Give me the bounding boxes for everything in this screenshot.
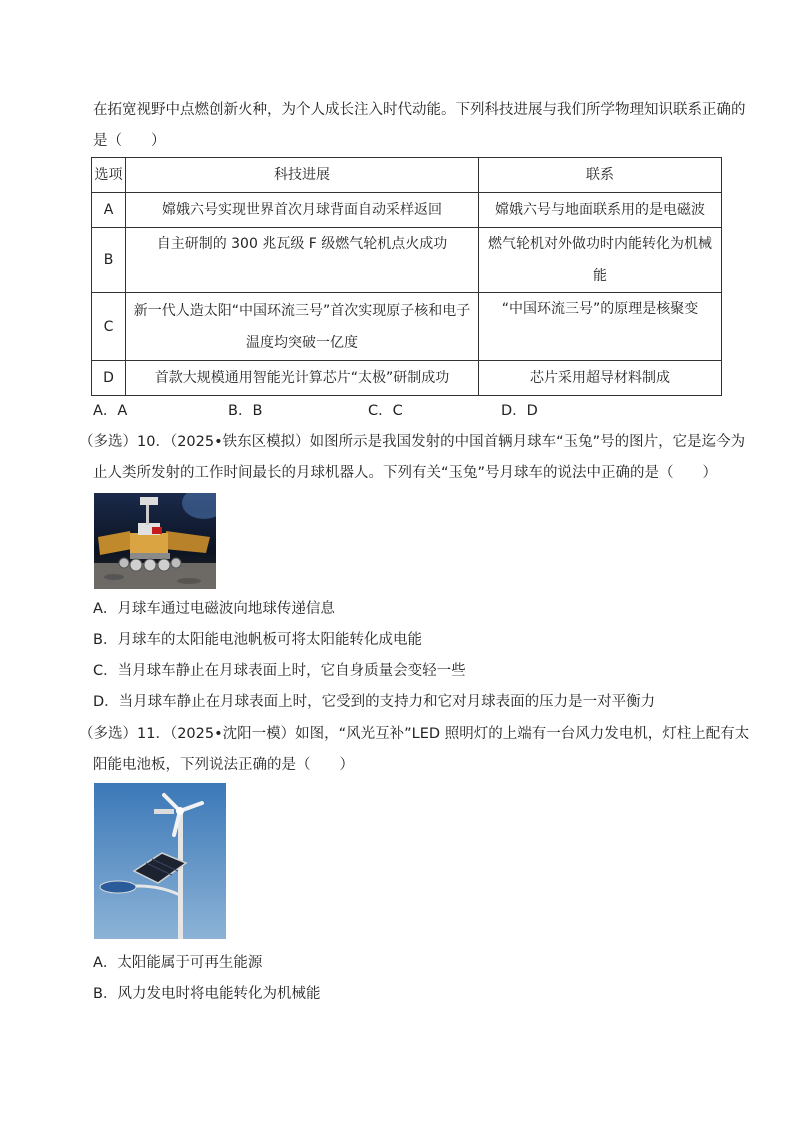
row-relation: 嫦娥六号与地面联系用的是电磁波 [479, 193, 722, 228]
row-relation-line: 能 [593, 268, 607, 284]
row-option: D [92, 361, 126, 396]
q11-stem-line1: （多选）11．（2025•沈阳一模）如图，“风光互补”LED 照明灯的上端有一台风力发电机，灯柱上配有太 [79, 726, 750, 742]
row-relation [479, 293, 722, 361]
q10-option-c[interactable]: C．当月球车静止在月球表面上时，它自身质量会变轻一些 [93, 663, 466, 679]
row-relation [479, 228, 722, 293]
table-header-row [92, 158, 722, 193]
row-progress-line: 新一代人造太阳“中国环流三号”首次实现原子核和电子 [133, 302, 471, 319]
q9-table [91, 157, 722, 396]
header-option: 选项 [92, 158, 126, 193]
table-row [92, 228, 722, 293]
lunar-rover-icon [94, 493, 216, 589]
row-option: C [92, 293, 126, 361]
wind-solar-lamp-image [94, 783, 226, 939]
row-option: A [92, 193, 126, 228]
q9-option-c[interactable]: C．C [368, 403, 403, 419]
lunar-rover-image [94, 493, 216, 589]
q9-option-a[interactable]: A．A [93, 403, 128, 419]
wind-solar-lamp-icon [94, 783, 226, 939]
row-progress-line: 自主研制的 300 兆瓦级 F 级燃气轮机点火成功 [156, 236, 448, 252]
row-relation: 芯片采用超导材料制成 [479, 361, 722, 396]
q9-option-d[interactable]: D．D [501, 403, 538, 419]
row-progress-line: 温度均突破一亿度 [246, 334, 358, 351]
row-progress [126, 228, 479, 293]
q9-options [93, 401, 713, 421]
q10-stem-line1: （多选）10．（2025•铁东区模拟）如图所示是我国发射的中国首辆月球车“玉兔”号的图片，它是迄今为 [79, 434, 746, 450]
header-relation: 联系 [479, 158, 722, 193]
table-row [92, 293, 722, 361]
q11-stem-line2: 阳能电池板，下列说法正确的是（ ） [93, 757, 354, 773]
q11-option-a[interactable]: A．太阳能属于可再生能源 [93, 955, 263, 971]
row-relation-line: 燃气轮机对外做功时内能转化为机械 [488, 236, 712, 252]
row-progress [126, 293, 479, 361]
row-relation-line: “中国环流三号”的原理是核聚变 [501, 301, 699, 317]
table-row [92, 361, 722, 396]
q11-option-b[interactable]: B．风力发电时将电能转化为机械能 [93, 986, 321, 1002]
row-progress: 首款大规模通用智能光计算芯片“太极”研制成功 [126, 361, 479, 396]
q10-option-a[interactable]: A．月球车通过电磁波向地球传递信息 [93, 601, 335, 617]
header-progress: 科技进展 [126, 158, 479, 193]
q10-option-b[interactable]: B．月球车的太阳能电池帆板可将太阳能转化成电能 [93, 632, 422, 648]
q9-stem-line1: 在拓宽视野中点燃创新火种，为个人成长注入时代动能。下列科技进展与我们所学物理知识联系正确的 [93, 102, 746, 118]
row-progress: 嫦娥六号实现世界首次月球背面自动采样返回 [126, 193, 479, 228]
q9-stem-line2: 是（ ） [93, 133, 166, 149]
row-option: B [92, 228, 126, 293]
q9-option-b[interactable]: B．B [228, 403, 263, 419]
q10-option-d[interactable]: D．当月球车静止在月球表面上时，它受到的支持力和它对月球表面的压力是一对平衡力 [93, 694, 656, 710]
q10-stem-line2: 止人类所发射的工作时间最长的月球机器人。下列有关“玉兔”号月球车的说法中正确的是（ ） [93, 465, 718, 481]
table-row [92, 193, 722, 228]
